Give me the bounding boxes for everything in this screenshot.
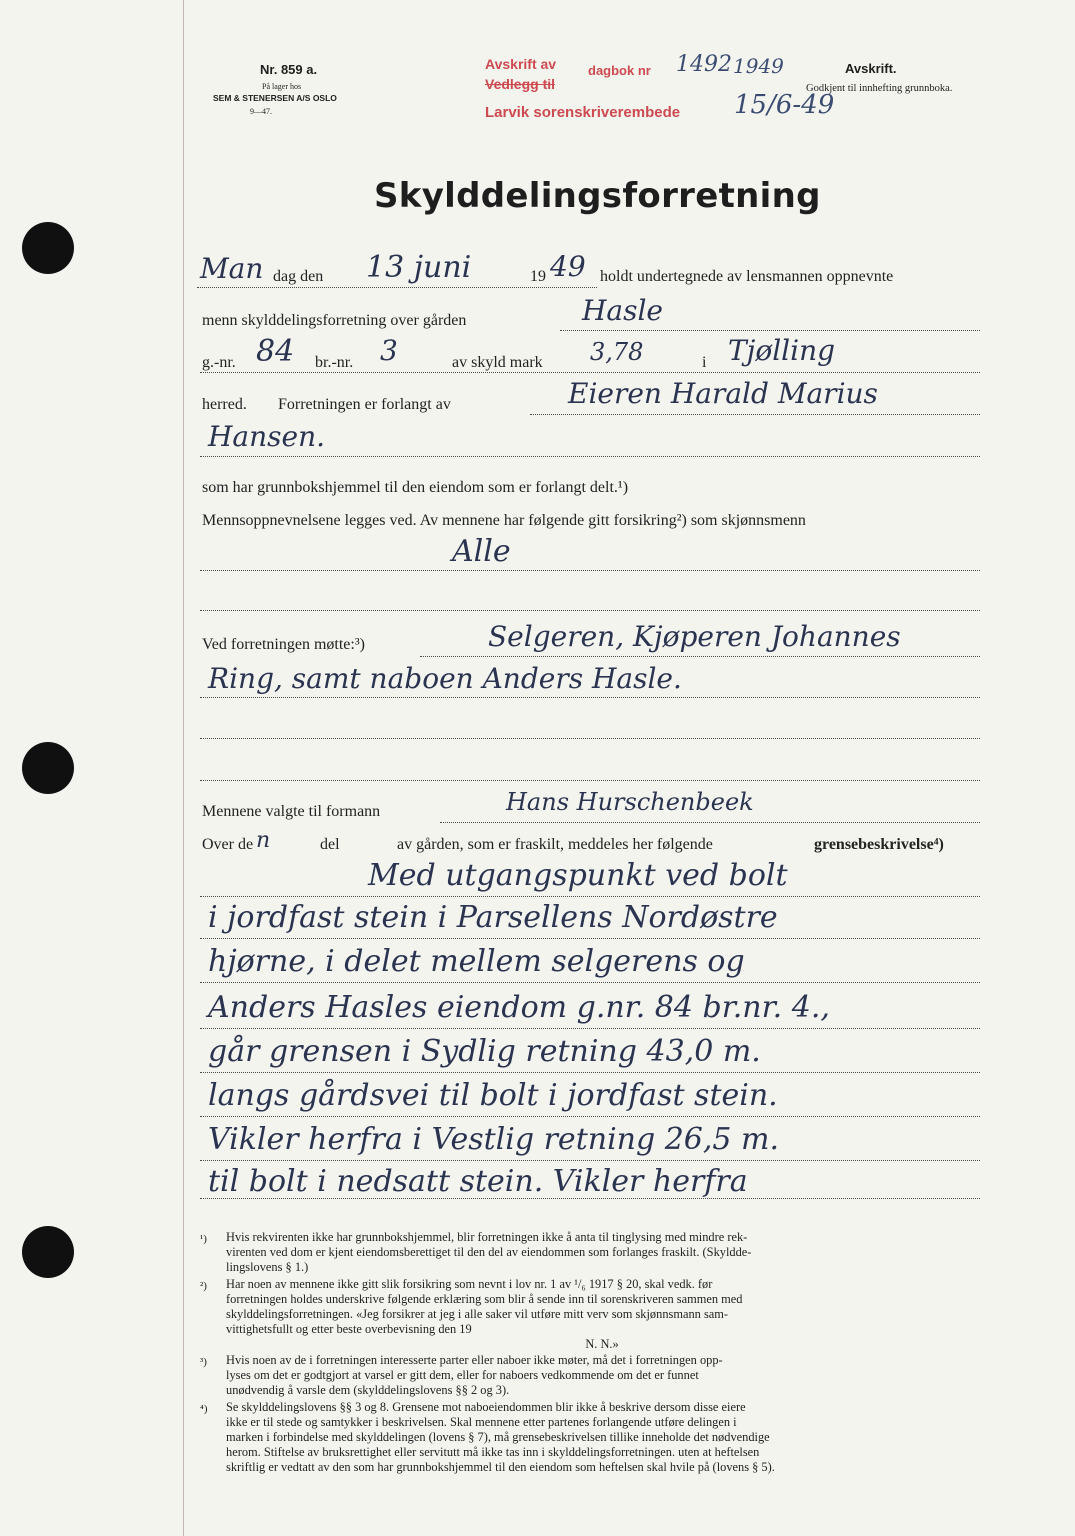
stamp-vedlegg-til: Vedlegg til	[485, 76, 556, 92]
label-mennsoppnevnelse: Mennsoppnevnelsene legges ved. Av mennene har følgende gitt forsikring²) som skjønnsmenn	[202, 512, 806, 529]
label-motte: Ved forretningen møtte:³)	[202, 636, 365, 653]
footnote-line: Hvis rekvirenten ikke har grunnbokshjemmel, blir forretningen ikke å anta til tinglysing med mindre rek-	[226, 1230, 748, 1244]
footnote-line: Hvis noen av de i forretningen interesserte parter eller naboer ikke møter, må det i forretningen opp-	[226, 1353, 723, 1367]
footnote-line: skylddelingsforretningen. «Jeg forsikrer at jeg i alle saker vil utføre mitt verv som skjønnsmann sam-	[226, 1307, 729, 1321]
stamp-date: 15/6-49	[734, 90, 835, 120]
footnote-line: vittighetsfullt og etter beste overbevisning den 19	[226, 1322, 472, 1336]
skyld-value: 3,78	[590, 338, 644, 366]
date-value: 13 juni	[366, 250, 472, 285]
document-title: Skylddelingsforretning	[374, 176, 821, 216]
footnote-4	[226, 1400, 982, 1475]
label-gnr: g.-nr.	[202, 354, 236, 371]
footnote-line: lyses om det er godtgjort at varsel er gitt dem, eller for naboers vedkommende om det er funnet	[226, 1368, 699, 1382]
over-de-value: n	[256, 828, 271, 853]
stamp-dagbok-label: dagbok nr	[588, 63, 651, 78]
label-brnr: br.-nr.	[315, 354, 354, 371]
label-herred: herred.	[202, 396, 247, 413]
label-skyld: av skyld mark	[452, 354, 543, 371]
footnote-line: unødvendig å varsle dem (skylddelingslovens §§ 2 og 3).	[226, 1383, 510, 1397]
motte-line-1: Selgeren, Kjøperen Johannes	[488, 620, 901, 653]
footnote-1	[226, 1230, 982, 1275]
footnote-line: skriftlig er vedtatt av den som har grunnbokshjemmel til den eiendom som heftelsen skal hvile på (lovens § 5).	[226, 1460, 775, 1474]
weekday: Man	[200, 252, 264, 285]
footnote-line: Har noen av mennene ikke gitt slik forsikring som nevnt i lov nr. 1 av ¹/₆ 1917 § 20, skal vedk. før	[226, 1277, 713, 1291]
gnr-value: 84	[256, 334, 295, 369]
label-del: del	[320, 836, 340, 853]
footnote-line: marken i forbindelse med skylddelingen (lovens § 7), må grensebeskrivelsen tillike inneholde det nødvendige	[226, 1430, 770, 1444]
footnote-line: lingslovens § 1.)	[226, 1260, 309, 1274]
label-av-garden: av gården, som er fraskilt, meddeles her følgende	[397, 836, 713, 853]
footnote-line: herom. Stiftelse av bruksrettighet eller servitutt må ikke tas inn i skylddelingsforretningen. uten at heftelsen	[226, 1445, 760, 1459]
label-dag: dag den	[273, 268, 324, 285]
publisher-line-2: SEM & STENERSEN A/S OSLO	[213, 93, 337, 103]
year-value: 49	[550, 250, 586, 283]
requested-by-1: Eieren Harald Marius	[568, 377, 878, 410]
label-grunnbok: som har grunnbokshjemmel til den eiendom som er forlangt delt.¹)	[202, 479, 629, 496]
stamp-office: Larvik sorenskriverembede	[485, 104, 681, 121]
boundary-line: til bolt i nedsatt stein. Vikler herfra	[208, 1164, 748, 1199]
label-grensebeskrivelse: grensebeskrivelse⁴)	[814, 836, 944, 853]
label-holdt: holdt undertegnede av lensmannen oppnevnte	[600, 268, 894, 285]
footnote-mark: ⁴)	[200, 1403, 208, 1415]
label-over-de: Over de	[202, 836, 254, 853]
footnote-line: ikke er til stede og samtykker i beskrivelsen. Skal mennene etter partenes forlangende utføre delingen i	[226, 1415, 737, 1429]
boundary-line: i jordfast stein i Parsellens Nordøstre	[208, 900, 778, 935]
label-menn: menn skylddelingsforretning over gården	[202, 312, 467, 329]
footnote-mark: ²)	[200, 1280, 207, 1292]
motte-line-2: Ring, samt naboen Anders Hasle.	[208, 662, 682, 695]
boundary-line: Anders Hasles eiendom g.nr. 84 br.nr. 4.,	[208, 990, 830, 1025]
publisher-line-3: 9—47.	[250, 107, 272, 116]
form-number: Nr. 859 a.	[260, 62, 318, 77]
footnote-line: N. N.»	[226, 1337, 619, 1351]
label-formann: Mennene valgte til formann	[202, 803, 381, 820]
brnr-value: 3	[380, 334, 398, 367]
footnote-line: virenten ved dom er kjent eiendomsberettiget til den del av eiendommen som forlanges fraskilt. (Skyldde-	[226, 1245, 752, 1259]
herred-value: Tjølling	[728, 334, 836, 367]
footnote-mark: ³)	[200, 1356, 207, 1368]
boundary-line: hjørne, i delet mellem selgerens og	[208, 944, 745, 979]
boundary-line: går grensen i Sydlig retning 43,0 m.	[208, 1034, 761, 1069]
label-i: i	[702, 354, 707, 371]
footnote-mark: ¹)	[200, 1233, 207, 1245]
forsikring-value: Alle	[452, 534, 511, 569]
label-forlangt: Forretningen er forlangt av	[278, 396, 451, 413]
boundary-line: Vikler herfra i Vestlig retning 26,5 m.	[208, 1122, 780, 1157]
label-year-prefix: 19	[530, 268, 546, 285]
avskrift-heading: Avskrift.	[845, 61, 897, 76]
stamp-avskrift-av: Avskrift av	[485, 56, 557, 72]
dagbok-number: 1492	[676, 52, 732, 77]
boundary-line: langs gårdsvei til bolt i jordfast stein.	[208, 1078, 778, 1113]
farm-name: Hasle	[582, 294, 664, 327]
boundary-line: Med utgangspunkt ved bolt	[368, 858, 788, 893]
footnote-3	[226, 1353, 982, 1398]
publisher-line-1: På lager hos	[262, 82, 302, 91]
requested-by-2: Hansen.	[208, 420, 326, 453]
formann-value: Hans Hurschenbeek	[506, 788, 754, 816]
footnote-line: forretningen holdes underskrive følgende erklæring som blir å sende inn til sorenskriveren sammen med	[226, 1292, 743, 1306]
godkjent-text: Godkjent til innhefting grunnboka.	[806, 83, 953, 94]
footnote-line: Se skylddelingslovens §§ 3 og 8. Grensene mot naboeiendommen blir ikke å beskrive dersom disse eiere	[226, 1400, 746, 1414]
footnote-2	[226, 1277, 982, 1352]
dagbok-year: 1949	[733, 54, 784, 78]
